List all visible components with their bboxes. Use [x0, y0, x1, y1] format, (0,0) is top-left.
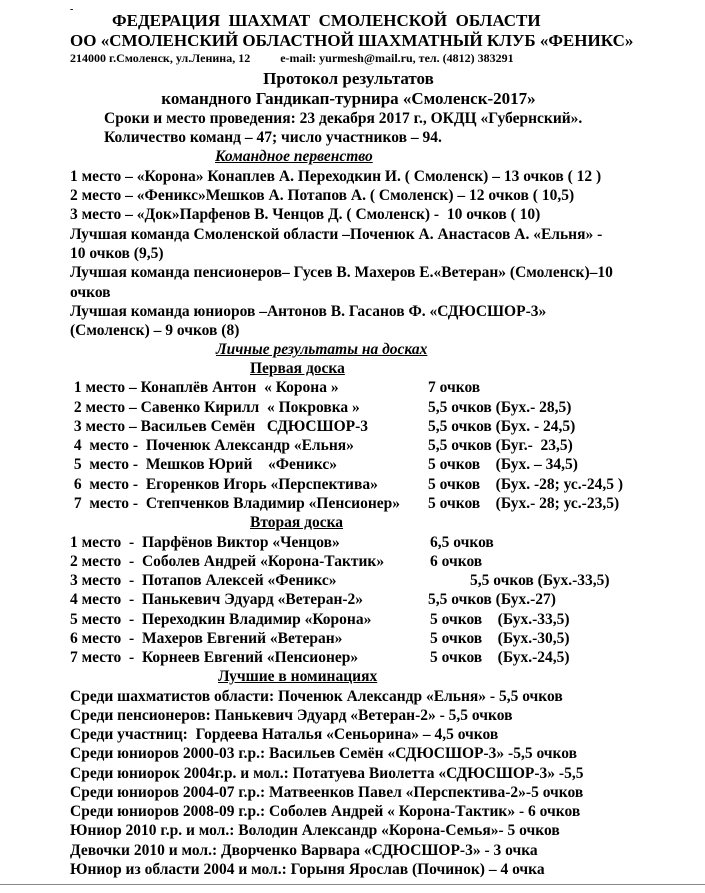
board1-result: 5,5 очков (Буг.- 23,5) [428, 437, 573, 454]
team-line: 2 место – «Феникс»Мешков А. Потапов А. ( Смоленск) – 12 очков ( 10,5) [70, 187, 575, 204]
nomination-line: Среди юниоров 2000-03 г.р.: Васильев Семён «СДЮСШОР-3» -5,5 очков [70, 745, 578, 762]
team-line: (Смоленск) – 9 очков (8) [70, 322, 240, 339]
team-line: 3 место – «Док»Парфенов В. Ченцов Д. ( Смоленск) - 10 очков ( 10) [70, 206, 541, 223]
nomination-line: Среди участниц: Гордеева Наталья «Сеньорина» – 4,5 очков [70, 726, 499, 743]
board2-place: 4 место - Панькевич Эдуард «Ветеран-2» [70, 591, 364, 608]
board2-result: 5 очков (Бух.-30,5) [430, 630, 570, 647]
nomination-line: Юниор 2010 г.р. и мол.: Володин Александр «Корона-Семья»- 5 очков [70, 822, 560, 839]
protocol-title: Протокол результатов [263, 69, 434, 88]
nominations-heading: Лучшие в номинациях [218, 668, 378, 685]
board1-place: 1 место – Конаплёв Антон « Корона » [70, 379, 339, 396]
participants-count: Количество команд – 47; число участников – 94. [104, 129, 442, 146]
nomination-line: Среди юниоров 2004-07 г.р.: Матвеенков Павел «Перспектива-2»-5 очков [70, 784, 584, 801]
board2-place: 1 место - Парфёнов Виктор «Ченцов» [70, 534, 340, 551]
board2-result: 5 очков (Бух.-33,5) [430, 611, 570, 628]
nomination-line: Среди юниорок 2004г.р. и мол.: Потатуева Виолетта «СДЮСШОР-3» -5,5 [70, 765, 584, 782]
tournament-title: командного Гандикап-турнира «Смоленск-2017» [161, 89, 536, 108]
board2-place: 3 место - Потапов Алексей «Феникс» [70, 572, 337, 589]
board1-result: 5 очков (Бух. -28; ус.-24,5 ) [428, 476, 623, 493]
stray-mark: - [70, 4, 74, 15]
board1-place: 2 место – Савенко Кирилл « Покровка » [70, 399, 360, 416]
team-line: Лучшая команда Смоленской области –Поченюк А. Анастасов А. «Ельня» - [70, 226, 603, 243]
nomination-line: Среди шахматистов области: Поченюк Александр «Ельня» - 5,5 очков [70, 688, 563, 705]
page-bottom-divider [0, 884, 705, 885]
board1-result: 7 очков [428, 379, 481, 396]
board1-place: 5 место - Мешков Юрий «Феникс» [70, 456, 337, 473]
nomination-line: Девочки 2010 и мол.: Дворченко Варвара «СДЮСШОР-3» - 3 очка [70, 842, 538, 859]
board1-result: 5,5 очков (Бух. - 24,5) [428, 418, 576, 435]
team-line: Лучшая команда пенсионеров– Гусев В. Махеров Е.«Ветеран» (Смоленск)–10 [70, 264, 613, 281]
board2-result: 6 очков [430, 553, 483, 570]
nomination-line: Среди юниоров 2008-09 г.р.: Соболев Андрей « Корона-Тактик» - 6 очков [70, 803, 581, 820]
board1-place: 7 место - Степченков Владимир «Пенсионер» [70, 495, 401, 512]
team-standings-heading: Командное первенство [215, 148, 373, 165]
board2-place: 7 место - Корнеев Евгений «Пенсионер» [70, 649, 359, 666]
team-line: Лучшая команда юниоров –Антонов В. Гасанов Ф. «СДЮСШОР-3» [70, 303, 547, 320]
board2-result: 5 очков (Бух.-24,5) [430, 649, 570, 666]
board1-result: 5 очков (Бух.- 28; ус.-23,5) [428, 495, 620, 512]
board2-result: 5,5 очков (Бух.-27) [428, 591, 556, 608]
nomination-line: Среди пенсионеров: Панькевич Эдуард «Ветеран-2» - 5,5 очков [70, 707, 513, 724]
board2-heading: Вторая доска [250, 514, 344, 531]
board2-result: 6,5 очков [430, 534, 494, 551]
board1-result: 5 очков (Бух. – 34,5) [428, 456, 578, 473]
club-address: 214000 г.Смоленск, ул.Ленина, 12 e-mail: yurmesh@mail.ru, тел. (4812) 383291 [70, 51, 514, 65]
team-line: 10 очков (9,5) [70, 245, 164, 262]
board2-place: 6 место - Махеров Евгений «Ветеран» [70, 630, 343, 647]
board2-place: 2 место - Соболев Андрей «Корона-Тактик» [70, 553, 385, 570]
board1-heading: Первая доска [250, 360, 345, 377]
team-line: 1 место – «Корона» Конаплев А. Переходкин И. ( Смоленск) – 13 очков ( 12 ) [70, 168, 602, 185]
board2-place: 5 место - Переходкин Владимир «Корона» [70, 611, 372, 628]
club-title: ОО «СМОЛЕНСКИЙ ОБЛАСТНОЙ ШАХМАТНЫЙ КЛУБ «ФЕНИКС» [70, 31, 634, 50]
federation-title: ФЕДЕРАЦИЯ ШАХМАТ СМОЛЕНСКОЙ ОБЛАСТИ [112, 11, 541, 30]
team-line: очков [70, 284, 111, 301]
board1-place: 4 место - Поченюк Александр «Ельня» [70, 437, 354, 454]
tournament-dates: Сроки и место проведения: 23 декабря 2017 г., ОКДЦ «Губернский». [104, 110, 583, 127]
personal-results-heading: Личные результаты на досках [216, 341, 428, 358]
board2-result: 5,5 очков (Бух.-33,5) [470, 572, 610, 589]
board1-result: 5,5 очков (Бух.- 28,5) [428, 399, 572, 416]
board1-place: 6 место - Егоренков Игорь «Перспектива» [70, 476, 378, 493]
board1-place: 3 место – Васильев Семён СДЮСШОР-3 [70, 418, 369, 435]
nomination-line: Юниор из области 2004 и мол.: Горыня Ярослав (Починок) – 4 очка [70, 861, 545, 878]
